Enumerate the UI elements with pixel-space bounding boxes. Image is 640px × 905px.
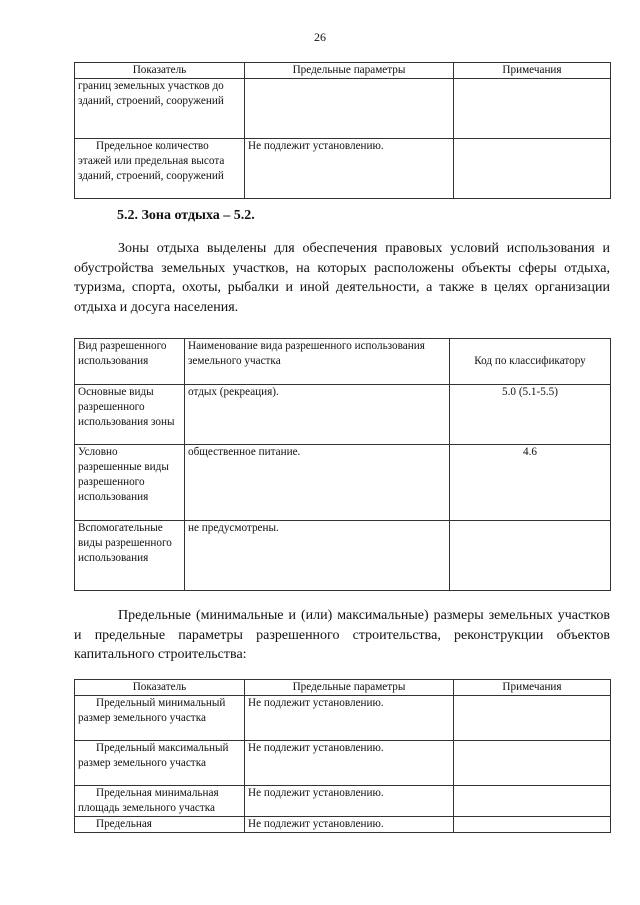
limits-paragraph: Предельные (минимальные и (или) максимальные) размеры земельных участков и предельные параметры разрешенного строительства, реконструкции объектов капитального строительства: bbox=[74, 608, 610, 662]
use-type-cell: Вспомогательные виды разрешенного использования bbox=[75, 521, 185, 591]
indicator-cell: Предельное количество этажей или предельная высота зданий, строений, сооружений bbox=[75, 139, 245, 199]
page-number: 26 bbox=[314, 30, 326, 44]
parameter-cell: Не подлежит установлению. bbox=[245, 817, 454, 833]
column-header-notes: Примечания bbox=[454, 63, 611, 79]
table-row bbox=[75, 385, 611, 445]
notes-cell bbox=[454, 139, 611, 199]
indicator-cell: границ земельных участков до зданий, строений, сооружений bbox=[75, 79, 245, 139]
notes-cell bbox=[454, 696, 611, 741]
column-header-parameters: Предельные параметры bbox=[245, 680, 454, 696]
notes-cell bbox=[454, 741, 611, 786]
use-type-cell: Основные виды разрешенного использования зоны bbox=[75, 385, 185, 445]
column-header-parameters: Предельные параметры bbox=[245, 63, 454, 79]
table-row bbox=[75, 786, 611, 817]
table-row bbox=[75, 139, 611, 199]
code-cell: 5.0 (5.1-5.5) bbox=[450, 385, 611, 445]
parameter-cell: Не подлежит установлению. bbox=[245, 786, 454, 817]
column-header-use-name: Наименование вида разрешенного использования земельного участка bbox=[185, 339, 450, 385]
table-row bbox=[75, 521, 611, 591]
notes-cell bbox=[454, 79, 611, 139]
table-row bbox=[75, 696, 611, 741]
notes-cell bbox=[454, 786, 611, 817]
use-type-cell: Условно разрешенные виды разрешенного использования bbox=[75, 445, 185, 521]
notes-cell bbox=[454, 817, 611, 833]
column-header-use-type: Вид разрешенного использования bbox=[75, 339, 185, 385]
indicator-cell: Предельная bbox=[75, 817, 245, 833]
column-header-code: Код по классификатору bbox=[450, 339, 611, 385]
table-header-row bbox=[75, 339, 611, 385]
code-cell bbox=[450, 521, 611, 591]
indicator-cell: Предельная минимальная площадь земельного участка bbox=[75, 786, 245, 817]
use-name-cell: общественное питание. bbox=[185, 445, 450, 521]
use-name-cell: не предусмотрены. bbox=[185, 521, 450, 591]
table-header-row bbox=[75, 63, 611, 79]
parameter-cell: Не подлежит установлению. bbox=[245, 741, 454, 786]
use-name-cell: отдых (рекреация). bbox=[185, 385, 450, 445]
column-header-indicator: Показатель bbox=[75, 63, 245, 79]
table-row bbox=[75, 79, 611, 139]
limits-table-continued bbox=[74, 62, 611, 199]
section-paragraph: Зоны отдыха выделены для обеспечения правовых условий использования и обустройства земельных участков, на которых расположены объекты сферы отдыха, туризма, спорта, охоты, рыбалки и иной деятельности, а также в целях организации отдыха и досуга населения. bbox=[74, 241, 610, 315]
table-row bbox=[75, 445, 611, 521]
table-row bbox=[75, 817, 611, 833]
indicator-cell: Предельный минимальный размер земельного участка bbox=[75, 696, 245, 741]
column-header-indicator: Показатель bbox=[75, 680, 245, 696]
section-heading: 5.2. Зона отдыха – 5.2. bbox=[117, 208, 255, 223]
indicator-cell: Предельный максимальный размер земельного участка bbox=[75, 741, 245, 786]
column-header-notes: Примечания bbox=[454, 680, 611, 696]
permitted-use-table bbox=[74, 338, 611, 591]
limits-table bbox=[74, 679, 611, 833]
parameter-cell bbox=[245, 79, 454, 139]
table-header-row bbox=[75, 680, 611, 696]
parameter-cell: Не подлежит установлению. bbox=[245, 696, 454, 741]
parameter-cell: Не подлежит установлению. bbox=[245, 139, 454, 199]
table-row bbox=[75, 741, 611, 786]
code-cell: 4.6 bbox=[450, 445, 611, 521]
